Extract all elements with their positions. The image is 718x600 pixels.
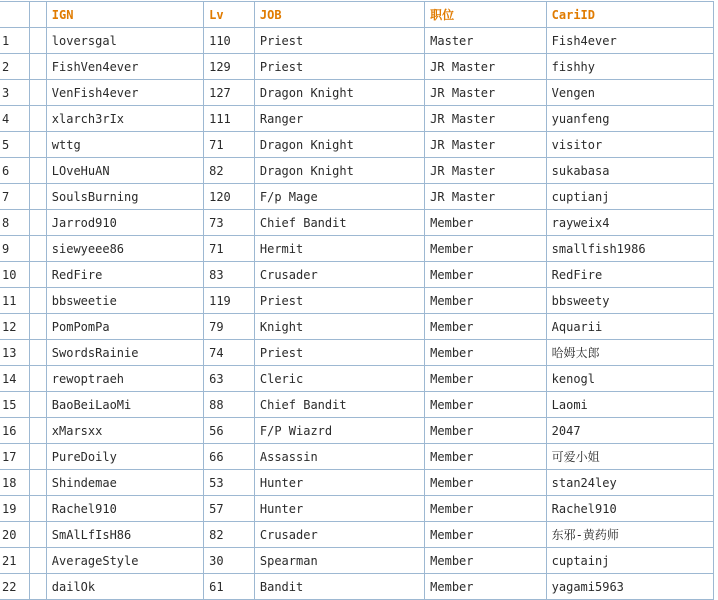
- cell-level: 111: [204, 106, 255, 132]
- cell-ign: dailOk: [46, 574, 203, 600]
- cell-index: 21: [0, 548, 29, 574]
- cell-cariid: fishhy: [546, 54, 713, 80]
- cell-job: Dragon Knight: [254, 132, 424, 158]
- cell-rank: Member: [425, 522, 546, 548]
- cell-cariid: 2047: [546, 418, 713, 444]
- cell-rank: JR Master: [425, 158, 546, 184]
- cell-blank: [29, 340, 46, 366]
- cell-ign: RedFire: [46, 262, 203, 288]
- table-row: [0, 496, 714, 522]
- cell-blank: [29, 132, 46, 158]
- cell-ign: Shindemae: [46, 470, 203, 496]
- cell-index: 2: [0, 54, 29, 80]
- cell-blank: [29, 548, 46, 574]
- cell-job: Hunter: [254, 496, 424, 522]
- cell-ign: xMarsxx: [46, 418, 203, 444]
- cell-blank: [29, 106, 46, 132]
- cell-job: Knight: [254, 314, 424, 340]
- cell-level: 120: [204, 184, 255, 210]
- cell-index: 7: [0, 184, 29, 210]
- table-row: [0, 522, 714, 548]
- cell-cariid: Rachel910: [546, 496, 713, 522]
- cell-rank: Member: [425, 418, 546, 444]
- cell-blank: [29, 444, 46, 470]
- table-row: [0, 470, 714, 496]
- cell-blank: [29, 80, 46, 106]
- cell-blank: [29, 158, 46, 184]
- table-row: [0, 392, 714, 418]
- cell-level: 83: [204, 262, 255, 288]
- cell-cariid: cuptainj: [546, 548, 713, 574]
- header-level: Lv: [204, 2, 255, 28]
- header-ign: IGN: [46, 2, 203, 28]
- cell-blank: [29, 470, 46, 496]
- cell-level: 82: [204, 522, 255, 548]
- cell-level: 74: [204, 340, 255, 366]
- cell-level: 119: [204, 288, 255, 314]
- cell-job: Bandit: [254, 574, 424, 600]
- cell-level: 79: [204, 314, 255, 340]
- cell-index: 9: [0, 236, 29, 262]
- cell-job: Crusader: [254, 522, 424, 548]
- cell-ign: SwordsRainie: [46, 340, 203, 366]
- cell-level: 57: [204, 496, 255, 522]
- cell-blank: [29, 54, 46, 80]
- cell-job: Dragon Knight: [254, 80, 424, 106]
- cell-index: 6: [0, 158, 29, 184]
- table-row: [0, 444, 714, 470]
- cell-job: Priest: [254, 288, 424, 314]
- cell-ign: Jarrod910: [46, 210, 203, 236]
- cell-index: 20: [0, 522, 29, 548]
- cell-cariid: 可爱小姐: [546, 444, 713, 470]
- cell-blank: [29, 366, 46, 392]
- cell-level: 63: [204, 366, 255, 392]
- header-job: JOB: [254, 2, 424, 28]
- header-index: [0, 2, 29, 28]
- cell-ign: PureDoily: [46, 444, 203, 470]
- cell-rank: JR Master: [425, 132, 546, 158]
- table-row: [0, 106, 714, 132]
- cell-rank: JR Master: [425, 106, 546, 132]
- table-row: [0, 548, 714, 574]
- cell-job: Priest: [254, 340, 424, 366]
- table-row: [0, 184, 714, 210]
- cell-blank: [29, 522, 46, 548]
- header-rank: 职位: [425, 2, 546, 28]
- header-blank: [29, 2, 46, 28]
- cell-job: Chief Bandit: [254, 210, 424, 236]
- cell-blank: [29, 210, 46, 236]
- cell-job: Spearman: [254, 548, 424, 574]
- cell-index: 17: [0, 444, 29, 470]
- cell-rank: Member: [425, 366, 546, 392]
- table-row: [0, 158, 714, 184]
- cell-level: 88: [204, 392, 255, 418]
- cell-cariid: Vengen: [546, 80, 713, 106]
- cell-level: 71: [204, 236, 255, 262]
- cell-cariid: bbsweety: [546, 288, 713, 314]
- cell-cariid: smallfish1986: [546, 236, 713, 262]
- cell-rank: Member: [425, 392, 546, 418]
- cell-ign: PomPomPa: [46, 314, 203, 340]
- cell-rank: JR Master: [425, 184, 546, 210]
- cell-ign: bbsweetie: [46, 288, 203, 314]
- cell-ign: loversgal: [46, 28, 203, 54]
- table-row: [0, 236, 714, 262]
- cell-index: 11: [0, 288, 29, 314]
- cell-cariid: stan24ley: [546, 470, 713, 496]
- cell-blank: [29, 236, 46, 262]
- cell-index: 18: [0, 470, 29, 496]
- cell-ign: LOveHuAN: [46, 158, 203, 184]
- table-row: [0, 574, 714, 600]
- cell-ign: siewyeee86: [46, 236, 203, 262]
- cell-index: 12: [0, 314, 29, 340]
- cell-index: 5: [0, 132, 29, 158]
- cell-cariid: Laomi: [546, 392, 713, 418]
- cell-ign: xlarch3rIx: [46, 106, 203, 132]
- cell-rank: Member: [425, 470, 546, 496]
- cell-job: Priest: [254, 28, 424, 54]
- cell-ign: SoulsBurning: [46, 184, 203, 210]
- cell-job: Assassin: [254, 444, 424, 470]
- cell-rank: Member: [425, 236, 546, 262]
- cell-blank: [29, 184, 46, 210]
- table-row: [0, 54, 714, 80]
- cell-level: 82: [204, 158, 255, 184]
- cell-blank: [29, 28, 46, 54]
- cell-level: 30: [204, 548, 255, 574]
- cell-ign: rewoptraeh: [46, 366, 203, 392]
- cell-blank: [29, 418, 46, 444]
- cell-job: Ranger: [254, 106, 424, 132]
- cell-job: Dragon Knight: [254, 158, 424, 184]
- cell-cariid: yagami5963: [546, 574, 713, 600]
- cell-ign: BaoBeiLaoMi: [46, 392, 203, 418]
- table-row: [0, 314, 714, 340]
- cell-rank: Member: [425, 574, 546, 600]
- cell-rank: Member: [425, 548, 546, 574]
- cell-rank: Member: [425, 314, 546, 340]
- cell-rank: Member: [425, 262, 546, 288]
- cell-level: 110: [204, 28, 255, 54]
- cell-job: Priest: [254, 54, 424, 80]
- cell-job: Chief Bandit: [254, 392, 424, 418]
- cell-level: 129: [204, 54, 255, 80]
- cell-job: F/P Wiazrd: [254, 418, 424, 444]
- cell-ign: Rachel910: [46, 496, 203, 522]
- cell-rank: Master: [425, 28, 546, 54]
- cell-cariid: cuptianj: [546, 184, 713, 210]
- cell-level: 127: [204, 80, 255, 106]
- cell-index: 1: [0, 28, 29, 54]
- cell-index: 15: [0, 392, 29, 418]
- header-cariid: CariID: [546, 2, 713, 28]
- cell-index: 4: [0, 106, 29, 132]
- cell-rank: Member: [425, 210, 546, 236]
- cell-blank: [29, 574, 46, 600]
- table-row: [0, 28, 714, 54]
- cell-rank: JR Master: [425, 80, 546, 106]
- cell-level: 73: [204, 210, 255, 236]
- cell-ign: AverageStyle: [46, 548, 203, 574]
- table-row: [0, 418, 714, 444]
- table-row: [0, 262, 714, 288]
- cell-level: 56: [204, 418, 255, 444]
- cell-cariid: 东邪-黄药师: [546, 522, 713, 548]
- header-row: [0, 2, 714, 28]
- cell-index: 22: [0, 574, 29, 600]
- cell-level: 53: [204, 470, 255, 496]
- table-row: [0, 288, 714, 314]
- cell-index: 14: [0, 366, 29, 392]
- cell-cariid: kenogl: [546, 366, 713, 392]
- cell-ign: FishVen4ever: [46, 54, 203, 80]
- cell-cariid: 哈姆太郎: [546, 340, 713, 366]
- cell-cariid: sukabasa: [546, 158, 713, 184]
- cell-cariid: visitor: [546, 132, 713, 158]
- cell-blank: [29, 288, 46, 314]
- cell-job: Crusader: [254, 262, 424, 288]
- table-row: [0, 210, 714, 236]
- table-row: [0, 340, 714, 366]
- cell-cariid: Aquarii: [546, 314, 713, 340]
- cell-blank: [29, 496, 46, 522]
- cell-job: Cleric: [254, 366, 424, 392]
- cell-job: Hermit: [254, 236, 424, 262]
- table-row: [0, 366, 714, 392]
- cell-blank: [29, 262, 46, 288]
- cell-ign: VenFish4ever: [46, 80, 203, 106]
- cell-index: 3: [0, 80, 29, 106]
- cell-job: Hunter: [254, 470, 424, 496]
- cell-index: 13: [0, 340, 29, 366]
- cell-ign: wttg: [46, 132, 203, 158]
- cell-rank: Member: [425, 340, 546, 366]
- cell-blank: [29, 314, 46, 340]
- cell-level: 61: [204, 574, 255, 600]
- cell-index: 19: [0, 496, 29, 522]
- cell-index: 8: [0, 210, 29, 236]
- cell-rank: Member: [425, 444, 546, 470]
- cell-level: 66: [204, 444, 255, 470]
- cell-cariid: rayweix4: [546, 210, 713, 236]
- table-row: [0, 80, 714, 106]
- cell-index: 10: [0, 262, 29, 288]
- cell-blank: [29, 392, 46, 418]
- cell-rank: Member: [425, 288, 546, 314]
- cell-index: 16: [0, 418, 29, 444]
- cell-level: 71: [204, 132, 255, 158]
- cell-cariid: Fish4ever: [546, 28, 713, 54]
- cell-cariid: yuanfeng: [546, 106, 713, 132]
- table-row: [0, 132, 714, 158]
- guild-member-table: [0, 1, 714, 600]
- cell-rank: JR Master: [425, 54, 546, 80]
- cell-ign: SmAlLfIsH86: [46, 522, 203, 548]
- cell-cariid: RedFire: [546, 262, 713, 288]
- cell-job: F/p Mage: [254, 184, 424, 210]
- cell-rank: Member: [425, 496, 546, 522]
